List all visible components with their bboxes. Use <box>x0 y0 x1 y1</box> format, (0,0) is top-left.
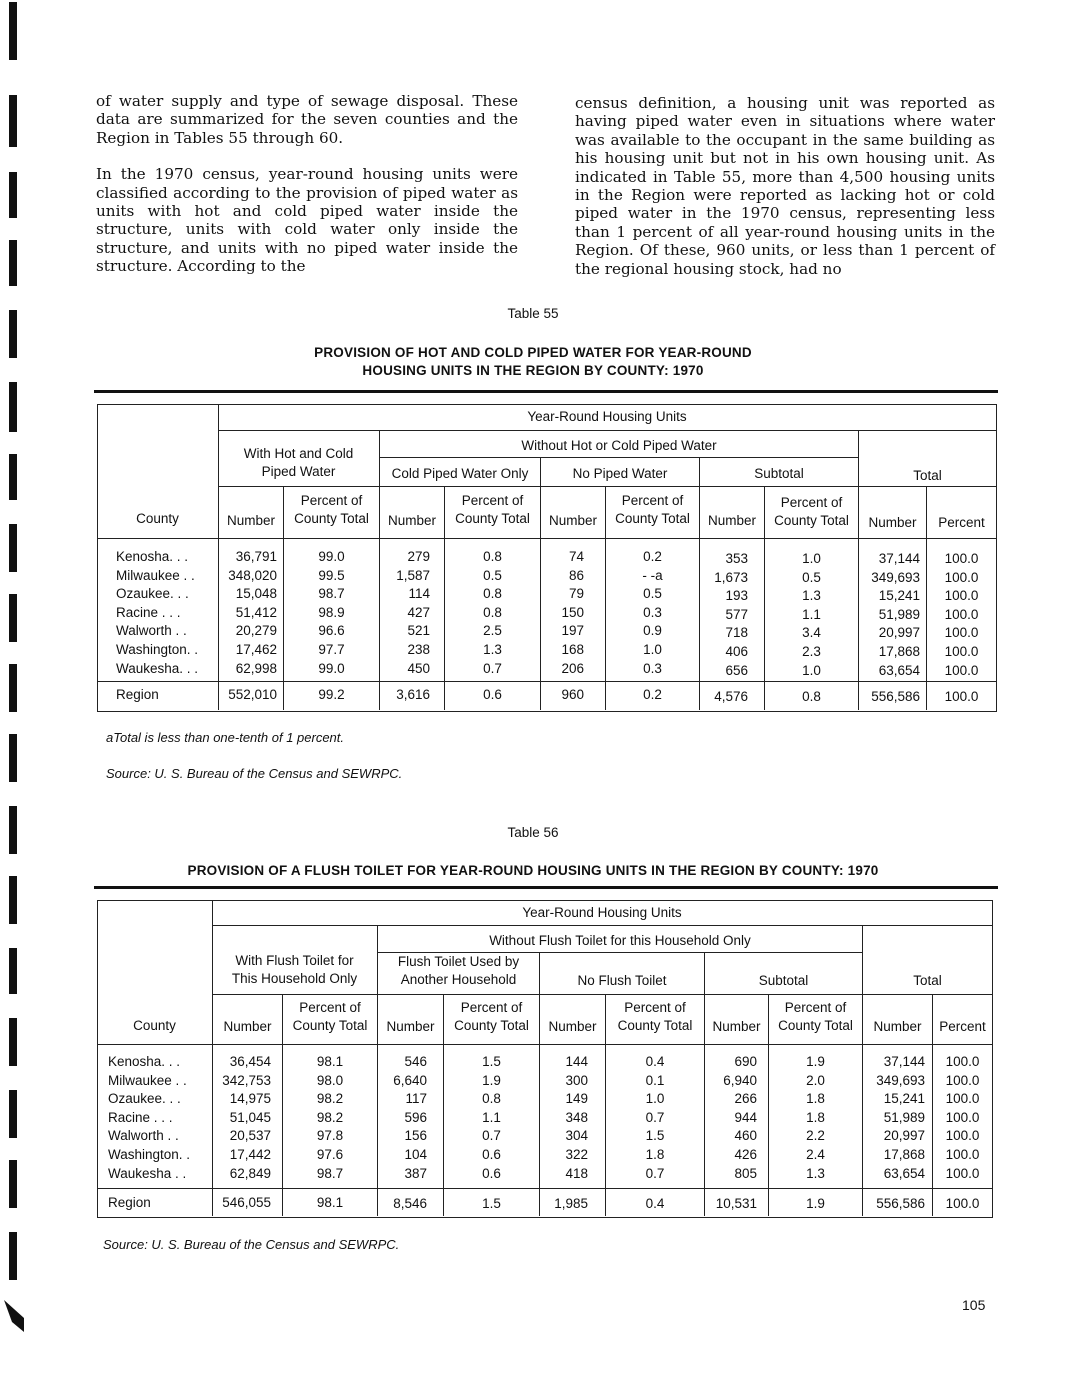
table-column: 100.0 100.0 100.0 100.0 100.0 100.0 100.0 <box>945 1054 980 1181</box>
header-county: County <box>133 1018 176 1033</box>
corner-arrow-icon <box>2 1300 28 1334</box>
header-subtotal: Subtotal <box>758 973 809 988</box>
header-without: Without Flush Toilet for this Household Only <box>489 933 751 948</box>
header-another: Flush Toilet Used by Another Household <box>397 954 520 987</box>
header-total: Total <box>913 468 942 483</box>
table-column: 37,144 349,693 15,241 51,989 20,997 17,868 63,654 <box>876 1054 925 1181</box>
table-column: 74 86 79 150 197 168 206 <box>561 549 584 676</box>
paragraph: of water supply and type of sewage disposal. These data are summarized for the seven counties and the Region in Tables 55 through 60. <box>96 92 518 147</box>
header-total: Total <box>913 973 942 988</box>
header-with-hot-cold: With Hot and Cold Piped Water <box>243 446 354 479</box>
table-rule <box>94 390 998 393</box>
table-column: 0.8 0.5 0.8 0.8 2.5 1.3 0.7 <box>483 549 502 676</box>
table-column: 98.1 98.0 98.2 98.2 97.8 97.6 98.7 <box>316 1054 344 1181</box>
table-caption: Table 55 <box>507 306 559 321</box>
header-county: County <box>136 511 179 526</box>
paragraph: In the 1970 census, year-round housing units were classified according to the provision of piped water as units with hot and cold piped water inside the structure, units with cold water only inside the structure, and units with no piped water inside the structure. According to the <box>96 165 518 276</box>
county-column: Kenosha. . . Milwaukee . . Ozaukee. . . Racine . . . Walworth . . Washington. . Waukesha. . . <box>116 549 199 676</box>
header-year-round: Year-Round Housing Units <box>522 905 682 920</box>
paragraph: census definition, a housing unit was reported as having piped water even in situations where water was available to the occupant in the same building as his housing unit but not in his own housing unit. As indicated in Table 55, more than 4,500 housing units in the Region were reported as lacking hot or cold piped water in the 1970 census, representing less than 1 percent of all year-round housing units in the Region. Of these, 960 units, or less than 1 percent of the regional housing stock, had no <box>575 94 995 278</box>
header-without: Without Hot or Cold Piped Water <box>521 438 717 453</box>
right-column <box>575 94 995 278</box>
source-note: Source: U. S. Bureau of the Census and SEWRPC. <box>106 766 403 781</box>
table-column: 690 6,940 266 944 460 426 805 <box>723 1054 757 1181</box>
header-subtotal: Subtotal <box>754 466 804 481</box>
footnote: aTotal is less than one-tenth of 1 percent. <box>106 730 345 745</box>
table-rule <box>94 886 998 889</box>
table-title: PROVISION OF A FLUSH TOILET FOR YEAR-ROUND HOUSING UNITS IN THE REGION BY COUNTY: 1970 <box>187 863 879 878</box>
table-column: 0.4 0.1 1.0 0.7 1.5 1.8 0.7 <box>645 1054 665 1181</box>
table-column: 546 6,640 117 596 156 104 387 <box>393 1054 427 1181</box>
table-column: 36,454 342,753 14,975 51,045 20,537 17,442 62,849 <box>222 1054 271 1181</box>
header-no-flush: No Flush Toilet <box>577 973 667 988</box>
table-column: 279 1,587 114 427 521 238 450 <box>396 549 430 676</box>
table-caption: Table 56 <box>507 825 559 840</box>
header-year-round: Year-Round Housing Units <box>527 409 687 424</box>
header-no-piped: No Piped Water <box>572 466 668 481</box>
table-column: 1.9 2.0 1.8 1.8 2.2 2.4 1.3 <box>806 1054 825 1181</box>
table-title: PROVISION OF HOT AND COLD PIPED WATER FOR YEAR-ROUND HOUSING UNITS IN THE REGION BY COUNTY: 1970 <box>314 345 752 378</box>
header-with-flush: With Flush Toilet for This Household Only <box>231 953 358 986</box>
table-column: 144 300 149 348 304 322 418 <box>565 1054 588 1181</box>
table-column: 36,791 348,020 15,048 51,412 20,279 17,462 62,998 <box>228 549 277 676</box>
page-number: 105 <box>962 1297 986 1313</box>
table-column: 1.5 1.9 0.8 1.1 0.7 0.6 0.6 <box>482 1054 501 1181</box>
table-column: 353 1,673 193 577 718 406 656 <box>714 551 748 678</box>
county-column: Kenosha. . . Milwaukee . . Ozaukee. . . Racine . . . Walworth . . Washington. . Waukesha . . <box>108 1054 191 1181</box>
header-cold-only: Cold Piped Water Only <box>391 466 529 481</box>
table-column: 37,144 349,693 15,241 51,989 20,997 17,868 63,654 <box>871 551 920 678</box>
table-column: 0.2 - -a 0.5 0.3 0.9 1.0 0.3 <box>642 549 663 676</box>
source-note: Source: U. S. Bureau of the Census and SEWRPC. <box>103 1237 400 1252</box>
table-column: 1.0 0.5 1.3 1.1 3.4 2.3 1.0 <box>802 551 821 678</box>
table-column: 99.0 99.5 98.7 98.9 96.6 97.7 99.0 <box>318 549 345 676</box>
table-column: 100.0 100.0 100.0 100.0 100.0 100.0 100.0 <box>944 551 979 678</box>
left-column <box>96 92 518 276</box>
